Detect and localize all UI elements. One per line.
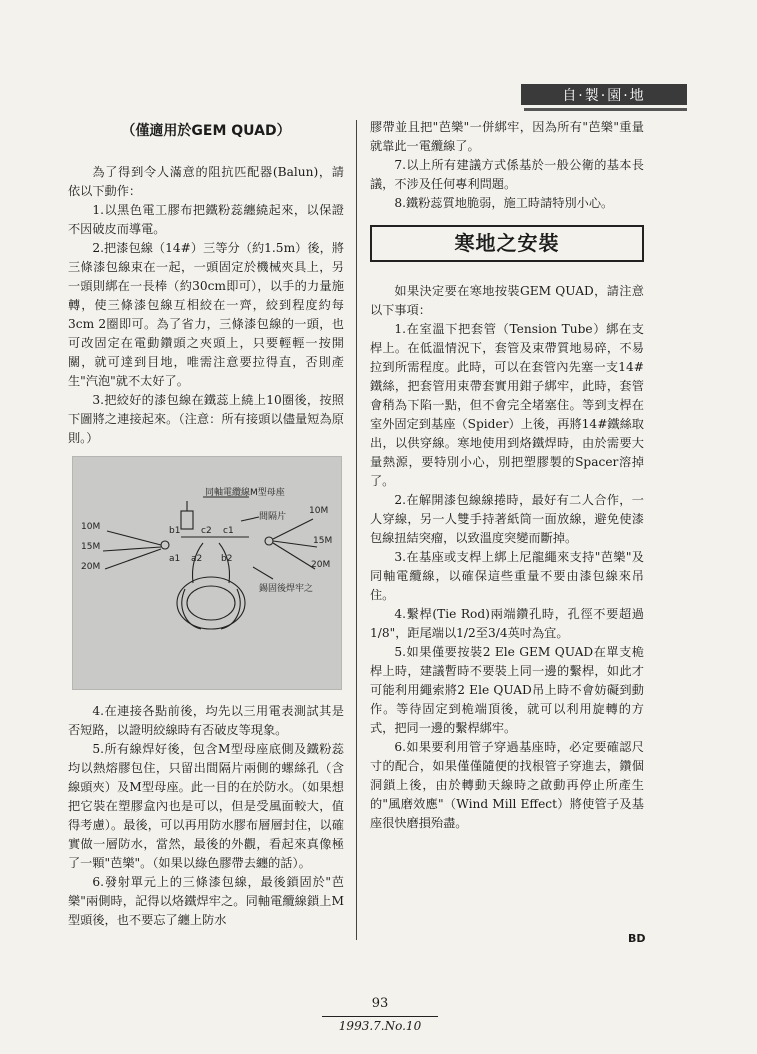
weld-pointer (253, 567, 273, 579)
paragraph: 1.在室溫下把套管（Tension Tube）綁在支桿上。在低溫情況下，套管及束帶質地易碎，不易拉到所需程度。此時，可以在套管內先塞一支14#鐵絲，把套管用束帶套實用鉗子綁牢，此時，套管會稍為下陷一點，但不會完全堵塞住。等到支桿在室外固定到基座（Spider）上後，再將14#鐵絲取出，以供穿線。寒地使用到烙鐵焊時，由於需要大量熱源，要特別小心，別把塑膠製的Spacer溶掉了。 (370, 322, 644, 488)
label-a1: a1 (169, 554, 181, 564)
label-10m-right: 10M (309, 506, 329, 516)
right-terminal (265, 537, 273, 545)
paragraph: 5.所有線焊好後，包含M型母座底側及鐵粉蕊均以熱熔膠包住，只留出間隔片兩側的螺絲孔（含線頭夾）及M型母座。此一目的在於防水。（如果想把它裝在塑膠盒內也是可以，但是受風面較大，值得考慮）。最後，可以再用防水膠布層層封住，以確實做一層防水，當然，最後的外觀，看起來真像極了一顆"芭樂"。（如果以綠色膠帶去纏的話）。 (68, 742, 344, 870)
paragraph: 6.如果要利用管子穿過基座時，必定要確認尺寸的配合，如果僅僅隨便的找根管子穿進去，鑽個洞鎖上後，由於轉動天線時之啟動再停止所產生的"風磨效應"（Wind Mill Effect）將使管子及基座很快磨損殆盡。 (370, 740, 644, 830)
lead-10m-left (107, 531, 161, 545)
right-column (370, 118, 644, 833)
paragraph: 膠帶並且把"芭樂"一併綁牢，因為所有"芭樂"重量就靠此一電纜線了。 (370, 120, 644, 153)
lead-15m-left (103, 547, 161, 551)
section-tab-rule (524, 108, 687, 111)
column-divider (356, 120, 357, 940)
label-10m-left: 10M (81, 522, 101, 532)
page-number: 93 (371, 996, 389, 1011)
section-title: 寒地之安裝 (370, 225, 644, 262)
label-c1: c1 (223, 526, 234, 536)
paragraph: 3.把絞好的漆包線在鐵蕊上繞上10圈後，按照下圖將之連接起來。（注意：所有接頭以儘量短為原則。） (68, 393, 344, 445)
label-spacer: 間隔片 (259, 512, 287, 522)
label-weld: 錫固後焊牢之 (259, 584, 314, 594)
label-c2: c2 (201, 526, 212, 536)
subtitle: （僅適用於GEM QUAD） (121, 123, 291, 139)
section-tab: 自·製·園·地 (521, 84, 687, 105)
paragraph: 4.在連接各點前後，均先以三用電表測試其是否短路，以證明絞線時有否破皮等現象。 (68, 704, 344, 737)
paragraph: 2.在解開漆包線線捲時，最好有二人合作，一人穿線，另一人雙手持著紙筒一面放線，避免使漆包線扭結突瘤，以致溫度突變而斷掉。 (370, 493, 644, 545)
label-20m-left: 20M (81, 562, 101, 572)
paragraph: 4.繫桿(Tie Rod)兩端鑽孔時，孔徑不要超過1/8"，距尾端以1/2至3/4英吋為宜。 (370, 607, 644, 640)
m-connector (181, 511, 193, 529)
label-15m-right: 15M (313, 536, 333, 546)
spacer-pointer (241, 517, 259, 521)
balun-wiring-diagram (73, 457, 341, 689)
label-20m-right: 20M (311, 560, 331, 570)
end-mark: BD (628, 932, 646, 945)
paragraph: 7.以上所有建議方式係基於一般公衛的基本長議，不涉及任何專利問題。 (370, 158, 644, 191)
ferrite-core-inner (187, 586, 235, 620)
label-connector: 同軸電纜線M型母座 (205, 488, 285, 498)
paragraph: 8.鐵粉蕊質地脆弱，施工時請特別小心。 (394, 196, 614, 210)
label-b2: b2 (221, 554, 233, 564)
lead-20m-right (273, 543, 315, 569)
winding-wire (221, 589, 240, 629)
paragraph: 如果決定要在寒地按裝GEM QUAD，請注意以下事項： (370, 284, 644, 317)
left-terminal (161, 541, 169, 549)
label-b1: b1 (169, 526, 181, 536)
paragraph: 為了得到令人滿意的阻抗匹配器(Balun)，請依以下動作： (68, 165, 344, 198)
balun-wiring-figure (72, 456, 342, 690)
lead-20m-left (105, 549, 161, 569)
winding-wire (182, 589, 201, 629)
paragraph: 6.發射單元上的三條漆包線，最後鎖固於"芭樂"兩側時，記得以烙鐵焊牢之。同軸電纜線鎖上M型頭後，也不要忘了纏上防水 (68, 875, 344, 927)
paragraph: 3.在基座或支桿上綁上尼龍繩來支持"芭樂"及同軸電纜線，以確保這些重量不要由漆包線來吊住。 (370, 550, 644, 602)
paragraph: 5.如果僅要按裝2 Ele GEM QUAD在單支桅桿上時，建議暫時不要裝上同一邊的繫桿，如此才可能利用繩索將2 Ele QUAD吊上時不會妨礙到動作。等待固定到桅端頂後，就可以利用旋轉的方式，把同一邊的繫桿綁牢。 (370, 645, 644, 735)
lead-10m-right (273, 519, 313, 539)
left-column (68, 118, 344, 930)
issue-label: 1993.7.No.10 (338, 1019, 422, 1033)
label-15m-left: 15M (81, 542, 101, 552)
footer-rule (322, 1016, 438, 1017)
paragraph: 1.以黑色電工膠布把鐵粉蕊纏繞起來，以保證不因破皮而導電。 (68, 203, 344, 236)
paragraph: 2.把漆包線（14#）三等分（約1.5m）後，將三條漆包線束在一起，一頭固定於機械夾具上，另一頭則綁在一長棒（約30cm即可），以手的力量施轉，使三條漆包線互相絞在一齊，絞到程度約每3cm 2圈即可。為了省力，三條漆包線的一頭，也可改固定在電動鑽頭之夾頭上，只要輕輕一按開關，就可達到目地，唯需注意要拉得直，否則產生"汽泡"就不太好了。 (68, 241, 344, 388)
lead-15m-right (273, 541, 317, 547)
label-a2: a2 (191, 554, 203, 564)
